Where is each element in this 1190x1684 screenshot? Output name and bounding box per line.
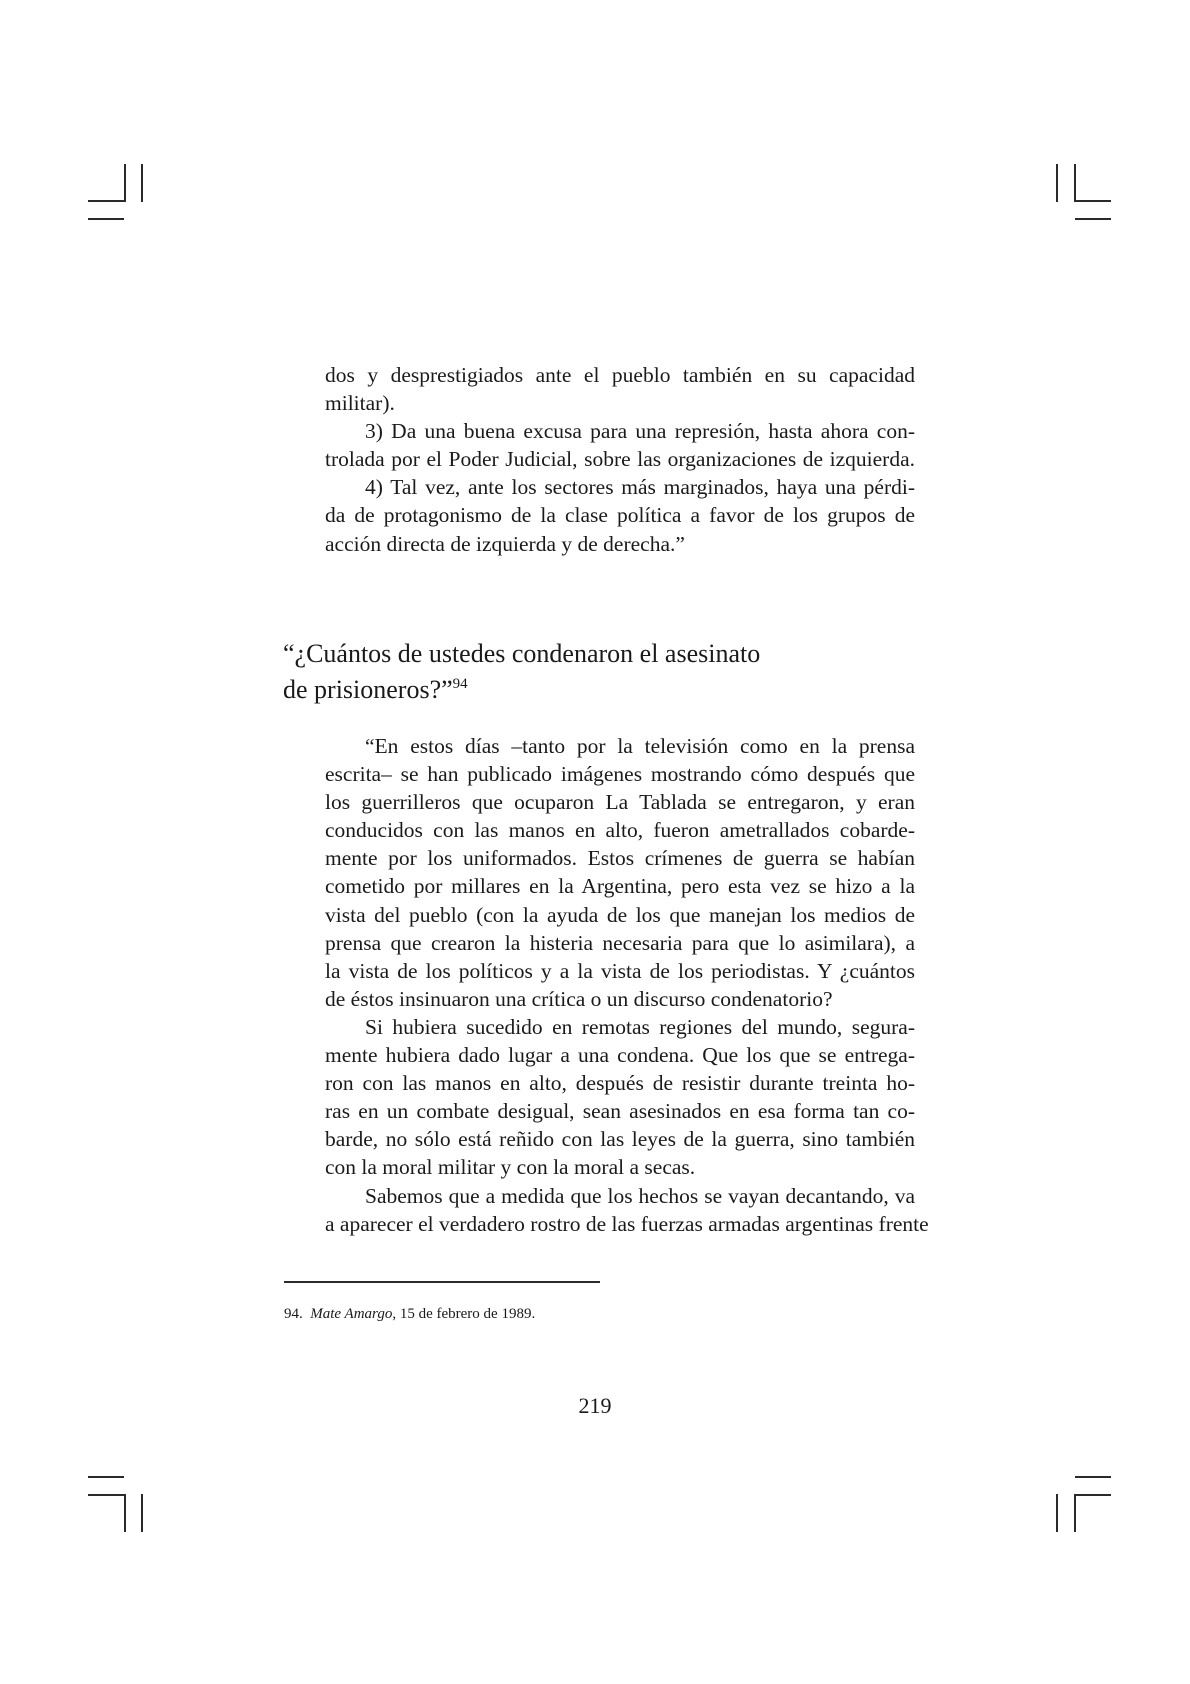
- crop-mark: [1056, 164, 1058, 202]
- text-line: ron con las manos en alto, después de resistir durante treinta ho-: [325, 1071, 915, 1096]
- crop-mark: [141, 1494, 143, 1532]
- crop-mark: [88, 1476, 124, 1478]
- text-line: da de protagonismo de la clase política a favor de los grupos de: [325, 503, 915, 528]
- text-line: vista del pueblo (con la ayuda de los que manejan los medios de: [325, 902, 915, 927]
- crop-mark: [124, 164, 126, 202]
- text-line: prensa que crearon la histeria necesaria para que lo asimilara), a: [325, 930, 915, 955]
- footnote-rule: [284, 1281, 600, 1283]
- text-line: con la moral militar y con la moral a secas.: [325, 1155, 696, 1180]
- heading-line: “¿Cuántos de ustedes condenaron el asesinato: [283, 639, 761, 668]
- crop-mark: [1074, 164, 1076, 202]
- text-line: cometido por millares en la Argentina, pero esta vez se hizo a la: [325, 874, 915, 899]
- text-line: 4) Tal vez, ante los sectores más marginados, haya una pérdi-: [365, 475, 915, 500]
- footnote-text: , 15 de febrero de 1989.: [392, 1306, 536, 1322]
- text-line: militar).: [325, 391, 395, 416]
- page-number: 219: [578, 1393, 612, 1418]
- crop-mark: [1074, 1494, 1076, 1532]
- crop-mark: [88, 218, 124, 220]
- text-line: la vista de los políticos y a la vista de los periodistas. Y ¿cuántos: [325, 958, 915, 983]
- crop-mark: [1056, 1494, 1058, 1532]
- crop-mark: [1075, 1494, 1111, 1496]
- footnote-number: 94.: [284, 1306, 303, 1322]
- footnote-source: Mate Amargo: [310, 1306, 393, 1322]
- crop-mark: [141, 164, 143, 202]
- continued-text-block: [325, 361, 915, 558]
- text-line: mente por los uniformados. Estos crímenes de guerra se habían: [325, 846, 915, 871]
- text-line: de éstos insinuaron una crítica o un discurso condenatorio?: [325, 986, 833, 1011]
- text-line: dos y desprestigiados ante el pueblo también en su capacidad: [325, 363, 915, 387]
- crop-mark: [124, 1494, 126, 1532]
- text-line: los guerrilleros que ocuparon La Tablada se entregaron, y eran: [325, 790, 915, 815]
- text-line: a aparecer el verdadero rostro de las fuerzas armadas argentinas frente: [325, 1211, 929, 1236]
- text-line: “En estos días –tanto por la televisión como en la prensa: [365, 734, 915, 758]
- crop-mark: [1075, 218, 1111, 220]
- heading-line: [283, 669, 903, 705]
- text-line: Si hubiera sucedido en remotas regiones del mundo, segura-: [365, 1014, 915, 1039]
- text-line: escrita– se han publicado imágenes mostrando cómo después que: [325, 762, 915, 787]
- footnote-ref: 94: [452, 676, 468, 692]
- text-line: mente hubiera dado lugar a una condena. Que los que se entrega-: [325, 1043, 915, 1068]
- footnote: [284, 1304, 535, 1324]
- text-line: trolada por el Poder Judicial, sobre las organizaciones de izquierda.: [325, 447, 915, 472]
- text-line: Sabemos que a medida que los hechos se vayan decantando, va: [365, 1183, 915, 1208]
- text-line: 3) Da una buena excusa para una represión, hasta ahora con-: [365, 419, 915, 444]
- text-line: ras en un combate desigual, sean asesinados en esa forma tan co-: [325, 1099, 915, 1124]
- text-line: acción directa de izquierda y de derecha.”: [325, 531, 685, 556]
- text-line: barde, no sólo está reñido con las leyes de la guerra, sino también: [325, 1127, 915, 1152]
- section-heading: [283, 638, 903, 705]
- heading-text: de prisioneros?”: [283, 675, 453, 704]
- crop-mark: [1075, 1476, 1111, 1478]
- crop-mark: [88, 200, 124, 202]
- crop-mark: [1075, 200, 1111, 202]
- crop-mark: [88, 1494, 124, 1496]
- text-line: conducidos con las manos en alto, fueron ametrallados cobarde-: [325, 818, 915, 843]
- body-text-block: [325, 732, 929, 1238]
